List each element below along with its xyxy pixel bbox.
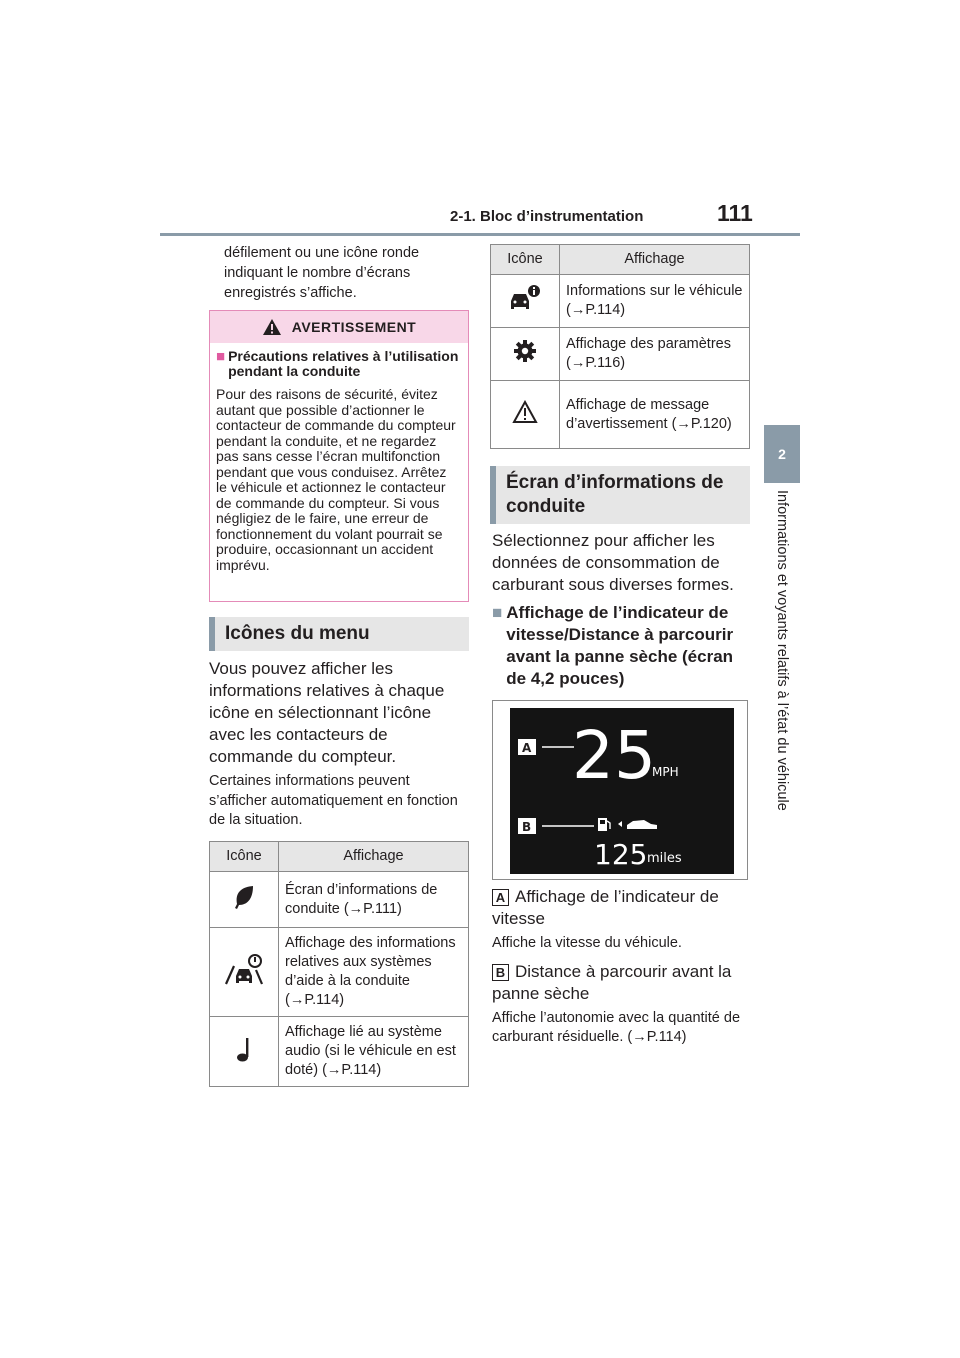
icon-cell <box>491 275 560 328</box>
icon-cell <box>210 1017 279 1087</box>
gear-icon <box>513 339 537 363</box>
display-cell: Affichage des paramètres (→P.116) <box>560 328 750 381</box>
dashboard-screen <box>510 708 734 874</box>
label-a-badge: A <box>492 889 509 906</box>
driving-info-subheading <box>492 602 754 690</box>
col-header-icon: Icône <box>210 842 279 872</box>
menu-icons-body: Vous pouvez afficher les informations relatives à chaque icône en sélectionnant l’icône avec les contacteurs de commande du compteur. <box>209 659 445 766</box>
leaf-icon <box>232 884 256 910</box>
range-value: 125 <box>594 838 648 871</box>
chapter-tab: 2 <box>764 425 800 483</box>
warning-title: AVERTISSEMENT <box>291 319 417 335</box>
chapter-label: Informations et voyants relatifs à l’état du véhicule <box>774 490 790 811</box>
icon-cell <box>210 928 279 1017</box>
heading-menu-icons: Icônes du menu <box>209 617 469 651</box>
vehicle-info-icon <box>508 284 542 312</box>
warning-triangle-icon <box>262 318 282 336</box>
table-row <box>210 928 469 1017</box>
warning-triangle-icon <box>512 400 538 424</box>
warning-subtitle-text: Précautions relatives à l’utilisation pendant la conduite <box>228 348 459 379</box>
label-b-badge: B <box>492 964 509 981</box>
label-a: A <box>522 741 532 755</box>
music-note-icon <box>234 1035 254 1063</box>
warning-subtitle <box>210 343 468 379</box>
item-a-title: Affichage de l’indicateur de vitesse <box>492 887 719 928</box>
range-unit: miles <box>647 851 682 866</box>
menu-icon-table-continued <box>490 244 750 449</box>
icon-cell <box>491 328 560 381</box>
header-rule <box>160 233 800 236</box>
speed-value: 25 <box>572 717 656 794</box>
label-b-marker <box>518 818 536 834</box>
square-bullet-icon: ■ <box>216 348 226 365</box>
item-a-desc: Affiche la vitesse du véhicule. <box>492 935 682 951</box>
car-silhouette-icon <box>627 820 657 829</box>
col-header-icon: Icône <box>491 245 560 275</box>
square-bullet-icon: ■ <box>492 603 503 622</box>
item-b <box>492 961 754 1005</box>
table-row <box>491 328 750 381</box>
driving-info-body: Sélectionnez pour afficher les données de consommation de carburant sous diverses formes. <box>492 531 734 594</box>
item-a <box>492 886 754 930</box>
table-row <box>210 872 469 928</box>
warning-header <box>210 311 468 343</box>
table-row <box>491 381 750 449</box>
intro-text: défilement ou une icône ronde indiquant le nombre d’écrans enregistrés s’affiche. <box>224 245 420 301</box>
subheading-text: Affichage de l’indicateur de vitesse/Distance à parcourir avant la panne sèche (écran de 4,2 pouces) <box>506 603 734 688</box>
table-row <box>491 275 750 328</box>
menu-icon-table <box>209 841 469 1087</box>
speed-unit: MPH <box>652 765 679 779</box>
fuel-pump-icon <box>598 818 610 831</box>
section-title: 2-1. Bloc d’instrumentation <box>450 208 644 225</box>
icon-cell <box>210 872 279 928</box>
page-number: 111 <box>717 200 753 226</box>
display-cell: Informations sur le véhicule (→P.114) <box>560 275 750 328</box>
display-cell: Écran d’informations de conduite (→P.111) <box>279 872 469 928</box>
menu-icons-note: Certaines informations peuvent s’afficher automatiquement en fonction de la situation. <box>209 773 458 828</box>
col-header-display: Affichage <box>279 842 469 872</box>
heading-driving-info: Écran d’informations de conduite <box>490 466 750 524</box>
label-b: B <box>522 820 532 834</box>
display-cell: Affichage des informations relatives aux systèmes d’aide à la conduite (→P.114) <box>279 928 469 1017</box>
arrow-left-icon <box>618 821 622 827</box>
warning-box <box>209 310 469 602</box>
label-a-marker <box>518 739 536 755</box>
icon-cell <box>491 381 560 449</box>
warning-body: Pour des raisons de sécurité, évitez autant que possible d’actionner le contacteur de commande du compteur pendant la conduite, et ne regardez pas sans cesse l’écran multifonction pendant que vous conduisez. Arrêtez le véhicule et actionnez le contacteur de commande du compteur. Si vous négligiez de le faire, une erreur de fonctionnement du volant pourrait se produire, occasionnant un accident imprévu. <box>216 386 456 573</box>
col-header-display: Affichage <box>560 245 750 275</box>
item-b-desc: Affiche l’autonomie avec la quantité de carburant résiduelle. (→P.114) <box>492 1010 741 1045</box>
item-b-title: Distance à parcourir avant la panne sèche <box>492 962 732 1003</box>
table-row <box>210 1017 469 1087</box>
dashboard-drawing <box>510 708 734 874</box>
driver-assist-icon <box>222 952 266 986</box>
display-cell: Affichage lié au système audio (si le véhicule en est doté) (→P.114) <box>279 1017 469 1087</box>
display-cell: Affichage de message d’avertissement (→P.120) <box>560 381 750 449</box>
